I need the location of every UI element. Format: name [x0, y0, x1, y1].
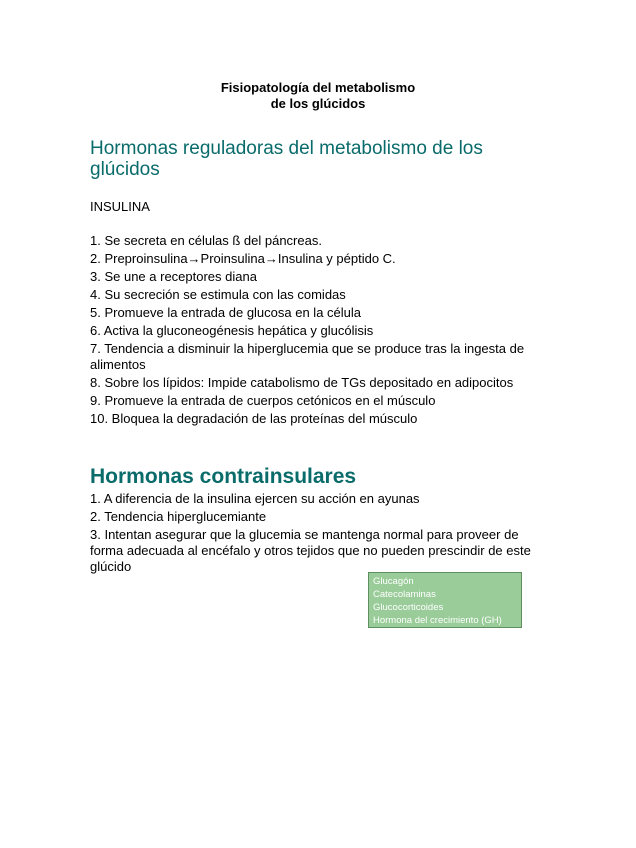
list-item: 10. Bloquea la degradación de las proteínas del músculo	[90, 411, 418, 426]
hormone-item: Glucagón	[373, 576, 414, 587]
list-item: 3. Intentan asegurar que la glucemia se mantenga normal para proveer de forma adecuada al encéfalo y otros tejidos que no pueden prescindir de este glúcido	[90, 527, 531, 574]
insulin-section-heading: Hormonas reguladoras del metabolismo de los glúcidos	[90, 138, 483, 180]
page-title-line-1: Fisiopatología del metabolismo	[220, 80, 416, 95]
list-item: 7. Tendencia a disminuir la hiperglucemia que se produce tras la ingesta de alimentos	[90, 341, 525, 372]
list-item: 2. Tendencia hiperglucemiante	[90, 509, 267, 524]
insulin-subheading: INSULINA	[90, 199, 150, 214]
hormone-item: Hormona del crecimiento (GH)	[373, 615, 502, 626]
hormone-item: Catecolaminas	[373, 589, 436, 600]
list-item: 5. Promueve la entrada de glucosa en la célula	[90, 305, 362, 320]
list-item: 2. Preproinsulina→Proinsulina→Insulina y péptido C.	[90, 251, 396, 266]
page-title	[0, 80, 636, 112]
list-item: 3. Se une a receptores diana	[90, 269, 257, 284]
contra-list	[90, 491, 550, 577]
list-item: 1. Se secreta en células ß del páncreas.	[90, 233, 322, 248]
list-item: 9. Promueve la entrada de cuerpos cetónicos en el músculo	[90, 393, 436, 408]
hormone-list-box	[368, 572, 522, 628]
insulin-list	[90, 233, 550, 429]
list-item: 1. A diferencia de la insulina ejercen su acción en ayunas	[90, 491, 420, 506]
page-title-line-2: de los glúcidos	[270, 96, 366, 111]
list-item: 8. Sobre los lípidos: Impide catabolismo de TGs depositado en adipocitos	[90, 375, 514, 390]
contra-section-heading: Hormonas contrainsulares	[90, 465, 357, 488]
hormone-item: Glucocorticoides	[373, 602, 444, 613]
list-item: 4. Su secreción se estimula con las comidas	[90, 287, 346, 302]
list-item: 6. Activa la gluconeogénesis hepática y glucólisis	[90, 323, 374, 338]
